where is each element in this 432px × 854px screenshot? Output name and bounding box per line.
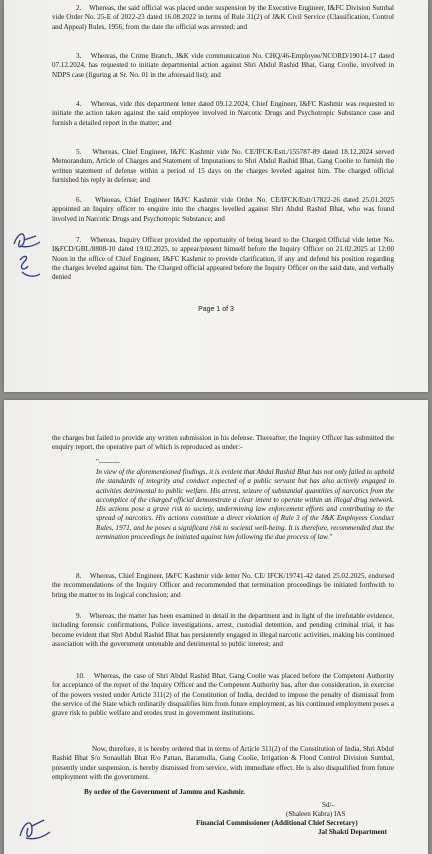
order-paragraph: Now, therefore, it is hereby ordered that in terms of Article 311(2) of the Constitution of India, Shri Abdul Rashid Bhat S/o Sonaullah Bhat R/o Pattan, Baramulla, Gang Coolie, Irrigation & Flood Control Division Sumbal, presently under suspension, is hereby dismissed from service, with immediate effect. He is also disqualified from future employment with the government.	[52, 745, 394, 781]
paragraph-3: 3. Whereas, the Crime Branch, J&K vide communication No. CHQ/46-Employee/NCORD/19014-17 dated 07.12.2024, has requested to initiate departmental action against Shri Abdul Rashid Bhat, Gang Coolie, involved in NDPS case (figuring at Sr. No. 01 in the aforesaid list); and	[52, 52, 394, 79]
quote-dashes: "---------	[96, 458, 120, 466]
document-page-2	[4, 400, 428, 854]
handwritten-annotation-icon	[10, 226, 44, 282]
paragraph-5: 5. Whereas, Chief Engineer, I&FC Kashmir vide No. CE/IFCK/Estt./155787-89 dated 18.12.2024 served Memorandum, Article of Charges and Statement of Imputations to Shri Abdul Rashid Bhat, Gang Coolie to furnish the written statement of defense within a period of 15 days on the charges leveled against him. The charged official furnished his reply in defense; and	[52, 148, 394, 184]
paragraph-10: 10. Whereas, the case of Shri Abdul Rashid Bhat, Gang Coolie was placed before the Competent Authority for acceptance of the report of the Inquiry Officer and the Competent Authority has, after due consideration, in exercise of the powers vested under Article 311(2) of the Constitution of India, decided to impose the penalty of dismissal from the service of the State which ordinarily disqualifies him from future employment, as his continued employment poses a grave risk to public welfare and erodes trust in government institutions.	[52, 672, 394, 718]
inquiry-report-quote: In view of the aforementioned findings, it is evident that Abdul Rashid Bhat has not only failed to uphold the standards of integrity and conduct expected of a public servant but has also actively engaged in activities detrimental to public welfare. His arrest, seizure of substantial quantities of narcotics from the accomplice of the charged official demonstrate a clear intent to operate within an illegal drug network. His actions pose a grave risk to society, undermining law enforcement efforts and contributing to the spread of narcotics. His actions constitute a direct violation of Rule 3 of the J&K Employees Conduct Rules, 1971, and he poses a significant risk to societal well-being. It is therefore, recommended that the termination proceedings be initiated against him following the due process of law."	[96, 468, 394, 542]
order-line: By order of the Government of Jammu and Kashmir.	[84, 788, 245, 796]
page-number: Page 1 of 3	[198, 306, 234, 313]
paragraph-7: 7. Whereas, Inquiry Officer provided the opportunity of being heard to the Charged Official vide letter No. I&FCD/GBL/8808-10 dated 19.02.2025, to appear/present himself before the Inquiry Officer on 21.02.2025 at 12:00 Noon in the office of Chief Engineer, I&FC Kashmir to provide clarification, if any and defend his position regarding the charges leveled against him. The Charged official appeared before the Inquiry Officer on the said date, and verbally denied	[52, 236, 394, 282]
paragraph-6: 6. Whereas, Chief Engineer I&FC Kashmir vide Order No. CE/IFCK/Estt/17822-26 dated 25.01.2025 appointed an Inquiry officer to enquire into the charges levelled against Shri Abdul Rashid Bhat, who was found involved in Narcotic Drugs and Psychotropic Substance; and	[52, 196, 394, 223]
document-page-1	[4, 0, 428, 392]
paragraph-9: 9. Whereas, the matter has been examined in detail in the department and in light of the irrefutable evidence, including forensic confirmations, Police investigations, arrest, custodial detention, and pending criminal trial, it has become evident that Shri Abdul Rashid Bhat has persistently engaged in illegal narcotic activities, making his continued association with the government untenable and detrimental to public interest; and	[52, 612, 394, 648]
signatory-name: (Shaleen Kabra) IAS	[286, 810, 346, 818]
paragraph-4: 4. Whereas, vide this department letter dated 09.12.2024, Chief Engineer, I&FC Kashmir was requested to initiate the action taken against the said employee involved in Narcotic Drugs and Psychotropic Substance case and furnish a detailed report in the matter; and	[52, 100, 394, 127]
paragraph-8: 8. Whereas, Chief Engineer, I&FC Kashmir vide letter No. CE/ IFCK/19741-42 dated 25.02.2025, endorsed the recommendations of the Inquiry Officer and recommended that termination proceedings be initiated forthwith to bring the matter to its logical conclusion; and	[52, 572, 394, 599]
signatory-department: Jal Shakti Department	[318, 828, 387, 836]
signature-sd: Sd/-	[322, 801, 334, 809]
signatory-title: Financial Commissioner (Additional Chief Secretary)	[196, 819, 358, 827]
paragraph-2: 2. Whereas, the said official was placed under suspension by the Executive Engineer, I&FC Division Sumbal vide Order No. 25-E of 2022-23 dated 16.08.2022 in terms of Rule 31(2) of J&K Civil Service (Classification, Control and Appeal) Rules, 1956, from the date the official was arrested; and	[52, 4, 394, 31]
continuation-paragraph: the charges but failed to provide any written submission in his defense. Thereafter, the Inquiry Officer has submitted the enquiry report, the operative part of which is reproduced as under:-	[52, 434, 394, 452]
handwritten-initials-icon	[14, 812, 54, 846]
